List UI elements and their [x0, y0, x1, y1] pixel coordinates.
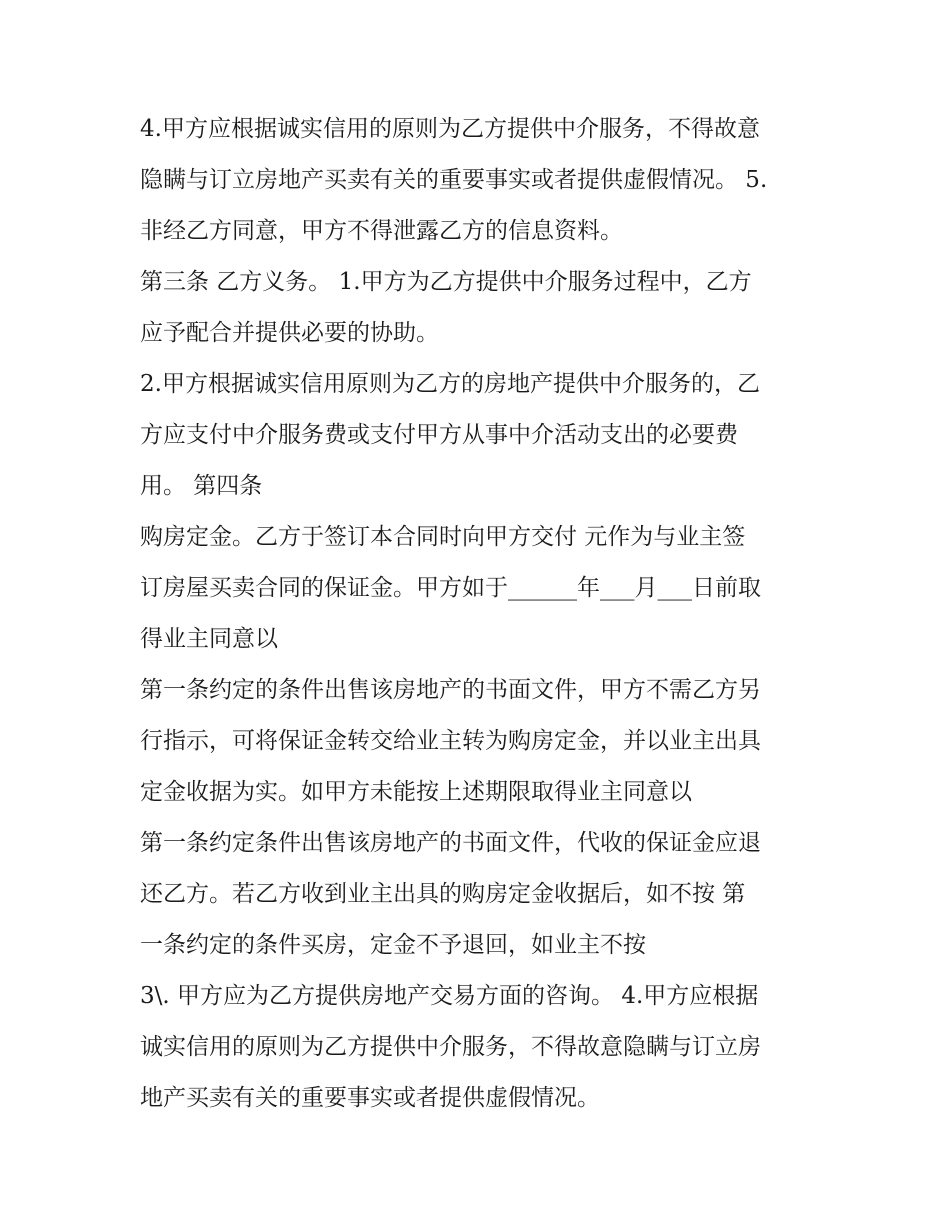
text-line: 4.甲方应根据诚实信用的原则为乙方提供中介服务，不得故意: [140, 116, 760, 142]
text-line: 第一条约定条件出售该房地产的书面文件，代收的保证金应退: [140, 830, 761, 856]
text-line: 一条约定的条件买房，定金不予退回，如业主不按: [140, 932, 646, 958]
document-body: [140, 104, 820, 1124]
text-line: 用。 第四条: [140, 473, 263, 499]
text-line: 诚实信用的原则为乙方提供中介服务，不得故意隐瞒与订立房: [140, 1034, 761, 1060]
text-line: 第一条约定的条件出售该房地产的书面文件，甲方不需乙方另: [140, 677, 761, 703]
text-line: 隐瞒与订立房地产买卖有关的重要事实或者提供虚假情况。 5.: [140, 167, 768, 193]
text-line: 购房定金。乙方于签订本合同时向甲方交付 元作为与业主签: [140, 524, 746, 550]
text-line: 得业主同意以: [140, 626, 278, 652]
text-line: 3\. 甲方应为乙方提供房地产交易方面的咨询。 4.甲方应根据: [140, 983, 759, 1009]
text-line: 地产买卖有关的重要事实或者提供虚假情况。: [140, 1085, 600, 1111]
text-line: 应予配合并提供必要的协助。: [140, 320, 439, 346]
text-line: 非经乙方同意，甲方不得泄露乙方的信息资料。: [140, 218, 623, 244]
text-line: 定金收据为实。如甲方未能按上述期限取得业主同意以: [140, 779, 692, 805]
text-line: 行指示，可将保证金转交给业主转为购房定金，并以业主出具: [140, 728, 761, 754]
text-line: 2.甲方根据诚实信用原则为乙方的房地产提供中介服务的，乙: [140, 371, 760, 397]
text-line: 还乙方。若乙方收到业主出具的购房定金收据后，如不按 第: [140, 881, 746, 907]
text-line: 方应支付中介服务费或支付甲方从事中介活动支出的必要费: [140, 422, 738, 448]
text-line: 订房屋买卖合同的保证金。甲方如于______年___月___日前取: [140, 575, 761, 601]
text-line: 第三条 乙方义务。 1.甲方为乙方提供中介服务过程中，乙方: [140, 269, 752, 295]
